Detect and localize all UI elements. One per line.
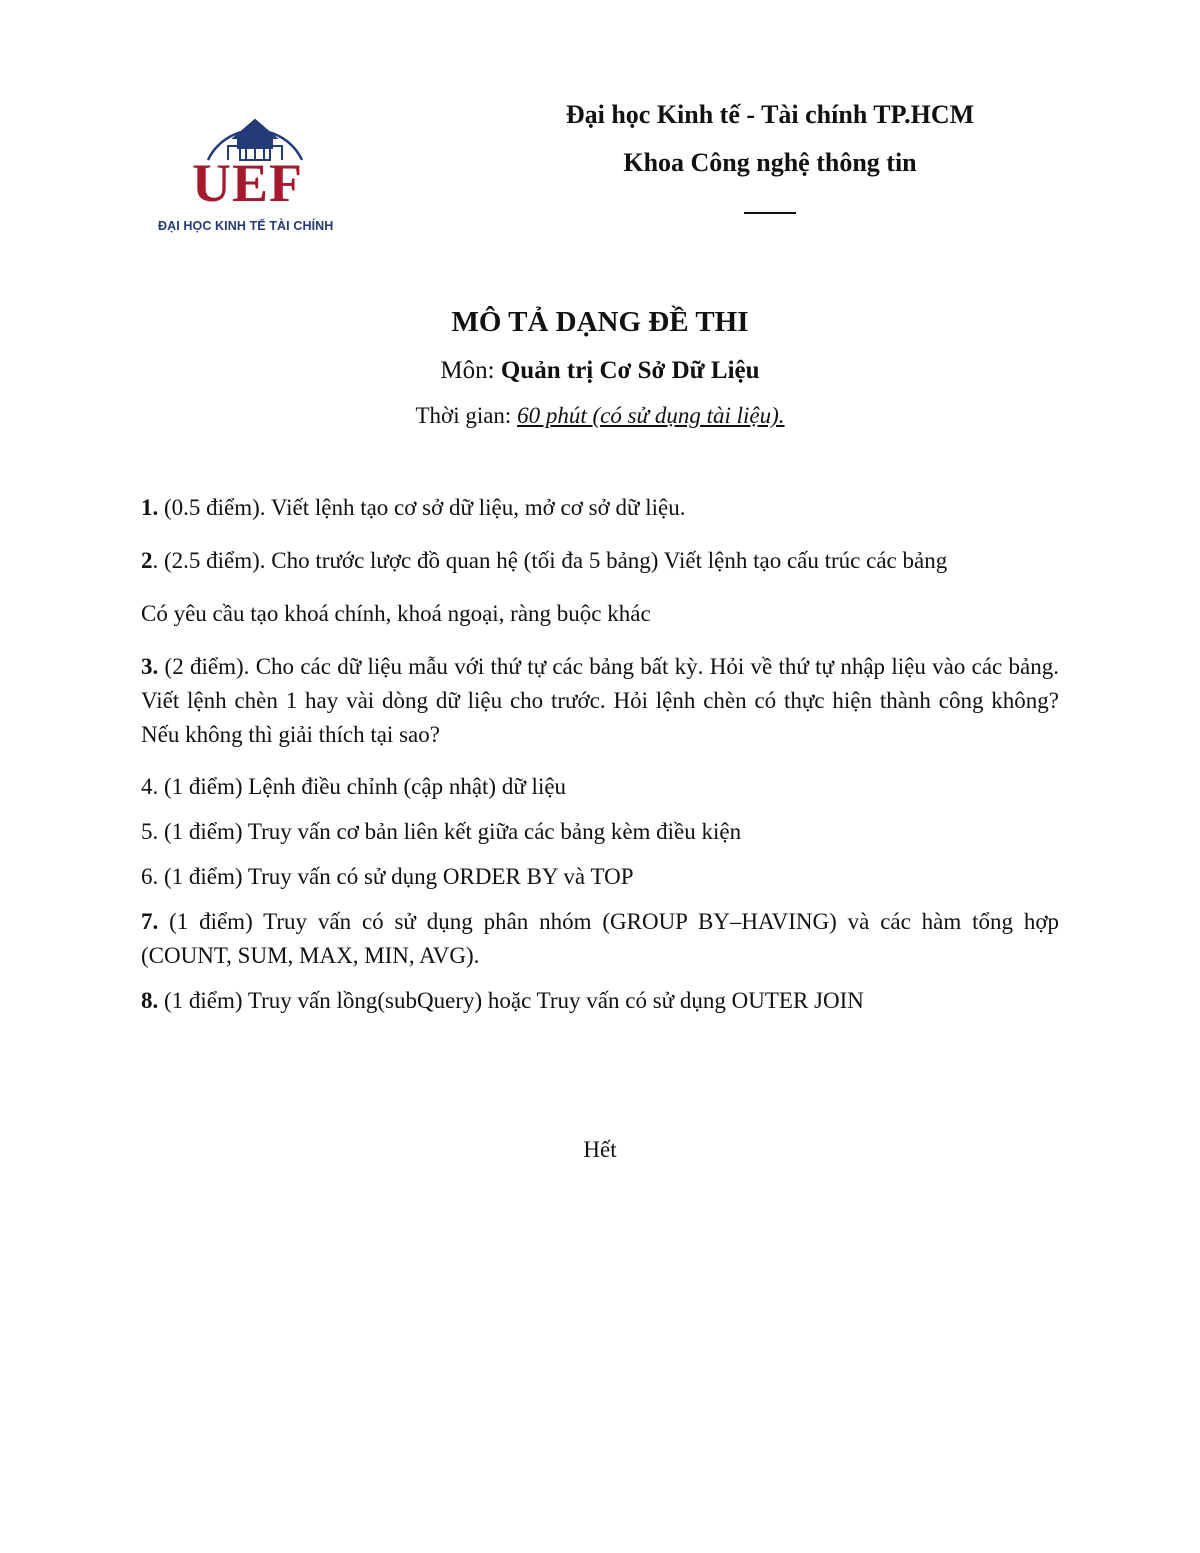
subject-label: Môn: (440, 357, 495, 384)
question-item (141, 597, 1059, 631)
question-number: 3. (141, 654, 159, 679)
header-divider (744, 212, 796, 214)
question-number: 7. (141, 909, 159, 934)
question-number: 1. (141, 495, 159, 520)
university-name: Đại học Kinh tế - Tài chính TP.HCM (565, 100, 975, 129)
question-item (141, 544, 1059, 578)
page-title: MÔ TẢ DẠNG ĐỀ THI (451, 306, 749, 338)
question-text: 6. (1 điểm) Truy vấn có sử dụng ORDER BY và TOP (141, 864, 634, 889)
question-text: (2 điểm). Cho các dữ liệu mẫu với thứ tự các bảng bất kỳ. Hỏi về thứ tự nhập liệu vào các bảng. Viết lệnh chèn 1 hay vài dòng dữ liệu cho trước. Hỏi lệnh chèn có thực hiện thành công không? Nếu không thì giải thích tại sao? (141, 654, 1059, 747)
time-label: Thời gian: (415, 403, 512, 428)
time-value: 60 phút (có sử dụng tài liệu). (517, 403, 785, 428)
subject-value: Quản trị Cơ Sở Dữ Liệu (500, 357, 760, 384)
document-header (520, 98, 1020, 214)
question-text: (0.5 điểm). Viết lệnh tạo cơ sở dữ liệu, mở cơ sở dữ liệu. (158, 495, 686, 520)
question-text: 4. (1 điểm) Lệnh điều chỉnh (cập nhật) dữ liệu (141, 774, 567, 799)
question-item (141, 905, 1059, 973)
question-item (141, 860, 1059, 894)
time-line (0, 400, 1200, 432)
question-number: 2 (141, 548, 153, 573)
question-text: (1 điểm) Truy vấn có sử dụng phân nhóm (GROUP BY–HAVING) và các hàm tổng hợp (COUNT, SUM, MAX, MIN, AVG). (141, 909, 1059, 968)
question-item (141, 984, 1059, 1018)
logo-caption: ĐẠI HỌC KINH TẾ TÀI CHÍNH (158, 219, 334, 233)
question-item (141, 491, 1059, 525)
question-text: 5. (1 điểm) Truy vấn cơ bản liên kết giữa các bảng kèm điều kiện (141, 819, 742, 844)
question-item (141, 815, 1059, 849)
question-item (141, 650, 1059, 752)
faculty-name: Khoa Công nghệ thông tin (623, 148, 917, 177)
question-item (141, 770, 1059, 804)
uef-logo (150, 98, 362, 238)
question-list (141, 491, 1059, 1018)
title-block (0, 302, 1200, 432)
subject-line (0, 354, 1200, 388)
question-text: Có yêu cầu tạo khoá chính, khoá ngoại, ràng buộc khác (141, 601, 651, 626)
question-number: 8. (141, 988, 159, 1013)
question-text: . (2.5 điểm). Cho trước lược đồ quan hệ (tối đa 5 bảng) Viết lệnh tạo cấu trúc các bảng (152, 548, 948, 573)
logo-wordmark: UEF (192, 153, 303, 213)
end-marker: Hết (583, 1137, 617, 1162)
question-text: (1 điểm) Truy vấn lồng(subQuery) hoặc Truy vấn có sử dụng OUTER JOIN (158, 988, 864, 1013)
